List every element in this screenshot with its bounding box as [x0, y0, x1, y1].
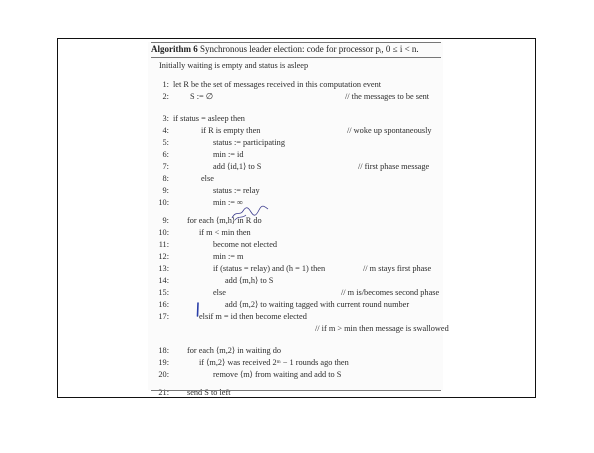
line-number: 7: [162, 162, 169, 171]
line-number: 15: [158, 288, 169, 297]
line-number: 4: [162, 126, 169, 135]
line-number: 8: [162, 174, 169, 183]
line-text: min := ∞ [213, 198, 243, 207]
line-text: if R is empty then [201, 126, 261, 135]
line-text: if ⟨m,2⟩ was received 2ᵐ − 1 rounds ago then [199, 358, 349, 367]
line-number: 9: [162, 186, 169, 195]
line-number: 5: [162, 138, 169, 147]
bottom-rule [151, 390, 441, 391]
line-comment: // first phase message [358, 162, 430, 171]
line-number: 20: [158, 370, 169, 379]
line-number: 18: [158, 346, 169, 355]
line-number: 12: [158, 252, 169, 261]
caption-rule [151, 57, 441, 58]
line-text: for each ⟨m,h⟩ in R do [187, 216, 262, 225]
line-number: 14: [158, 276, 169, 285]
line-number: 21: [158, 388, 169, 397]
line-text: if status = asleep then [173, 114, 245, 123]
line-text: send S to left [187, 388, 231, 397]
handwritten-annotation [230, 204, 270, 222]
line-text: min := m [213, 252, 244, 261]
line-comment: // m is/becomes second phase [341, 288, 440, 297]
line-text: else [201, 174, 214, 183]
line-text: for each ⟨m,2⟩ in waiting do [187, 346, 282, 355]
line-text: min := id [213, 150, 244, 159]
line-text: add ⟨m,2⟩ to waiting tagged with current round number [225, 300, 410, 309]
line-number: 16: [158, 300, 169, 309]
line-number: 3: [162, 114, 169, 123]
line-text: add ⟨id,1⟩ to S [213, 162, 262, 171]
line-number: 11: [158, 240, 169, 249]
line-number: 1: [162, 80, 169, 89]
caption-label: Algorithm 6 [151, 44, 198, 54]
line-comment: // woke up spontaneously [347, 126, 432, 135]
line-number: 19: [158, 358, 169, 367]
line-text: if m < min then [199, 228, 251, 237]
line-text: if (status = relay) and (h = 1) then [213, 264, 326, 273]
init-line [159, 61, 308, 71]
line-comment: // if m > min then message is swallowed [315, 324, 449, 333]
line-number: 2: [162, 92, 169, 101]
pen-mark [195, 302, 201, 318]
line-number: 10: [158, 198, 169, 207]
line-number: 6: [162, 150, 169, 159]
algorithm-caption [151, 44, 419, 54]
line-number: 13: [158, 264, 169, 273]
line-text: become not elected [213, 240, 278, 249]
line-text: else [213, 288, 226, 297]
line-text: S := ∅ [190, 92, 213, 101]
line-text: elsif m = id then become elected [199, 312, 307, 321]
line-number: 17: [158, 312, 169, 321]
init-text: Initially waiting is empty and status is asleep [159, 61, 309, 70]
line-comment: // the messages to be sent [345, 92, 430, 101]
line-number: 10: [158, 228, 169, 237]
line-text: add ⟨m,h⟩ to S [225, 276, 274, 285]
line-text: status := participating [213, 138, 285, 147]
line-number: 9: [162, 216, 169, 225]
line-text: status := relay [213, 186, 260, 195]
line-text: let R be the set of messages received in this computation event [173, 80, 382, 89]
line-text: remove ⟨m⟩ from waiting and add to S [213, 370, 342, 379]
top-rule [151, 42, 441, 43]
caption-text: Synchronous leader election: code for processor pᵢ, 0 ≤ i < n. [200, 44, 419, 54]
line-comment: // m stays first phase [363, 264, 432, 273]
